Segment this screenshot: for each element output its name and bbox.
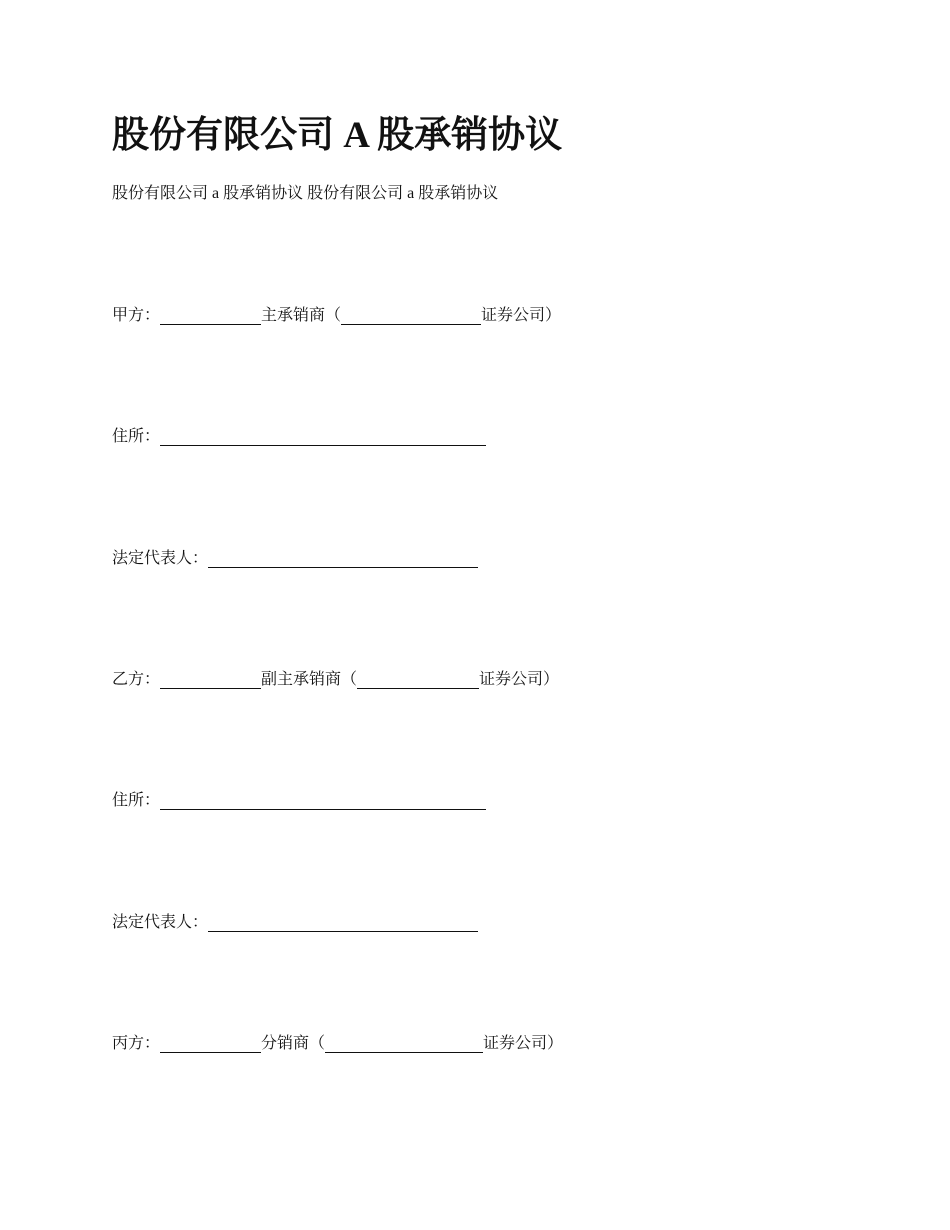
party-a-role: 主承销商（ bbox=[261, 307, 342, 324]
party-b-representative-blank bbox=[208, 913, 478, 932]
party-a-representative-blank bbox=[208, 549, 478, 568]
party-b-address-blank bbox=[160, 791, 486, 810]
party-a-company-blank bbox=[341, 306, 481, 325]
party-b-address-line bbox=[112, 789, 486, 813]
party-b-line bbox=[112, 668, 559, 692]
party-a-suffix: 证券公司） bbox=[481, 307, 562, 324]
party-c-line bbox=[112, 1032, 563, 1056]
party-b-address-label: 住所： bbox=[112, 792, 161, 809]
document-title: 股份有限公司 A 股承销协议 bbox=[112, 115, 563, 156]
party-b-representative-line bbox=[112, 911, 478, 935]
party-a-label: 甲方： bbox=[112, 307, 161, 324]
party-a-representative-label: 法定代表人： bbox=[112, 550, 209, 567]
party-c-suffix: 证券公司） bbox=[483, 1035, 564, 1052]
party-c-role: 分销商（ bbox=[261, 1035, 326, 1052]
party-b-suffix: 证券公司） bbox=[479, 671, 560, 688]
party-a-address-blank bbox=[160, 427, 486, 446]
party-a-name-blank bbox=[160, 306, 261, 325]
party-b-company-blank bbox=[357, 670, 479, 689]
party-a-line bbox=[112, 304, 561, 328]
party-a-address-line bbox=[112, 425, 486, 449]
party-b-label: 乙方： bbox=[112, 671, 161, 688]
party-c-name-blank bbox=[160, 1034, 261, 1053]
party-c-label: 丙方： bbox=[112, 1035, 161, 1052]
party-a-address-label: 住所： bbox=[112, 428, 161, 445]
party-c-company-blank bbox=[325, 1034, 483, 1053]
party-a-representative-line bbox=[112, 547, 478, 571]
party-b-name-blank bbox=[160, 670, 261, 689]
party-b-representative-label: 法定代表人： bbox=[112, 914, 209, 931]
party-b-role: 副主承销商（ bbox=[261, 671, 358, 688]
document-subtitle: 股份有限公司 a 股承销协议 股份有限公司 a 股承销协议 bbox=[112, 185, 499, 202]
